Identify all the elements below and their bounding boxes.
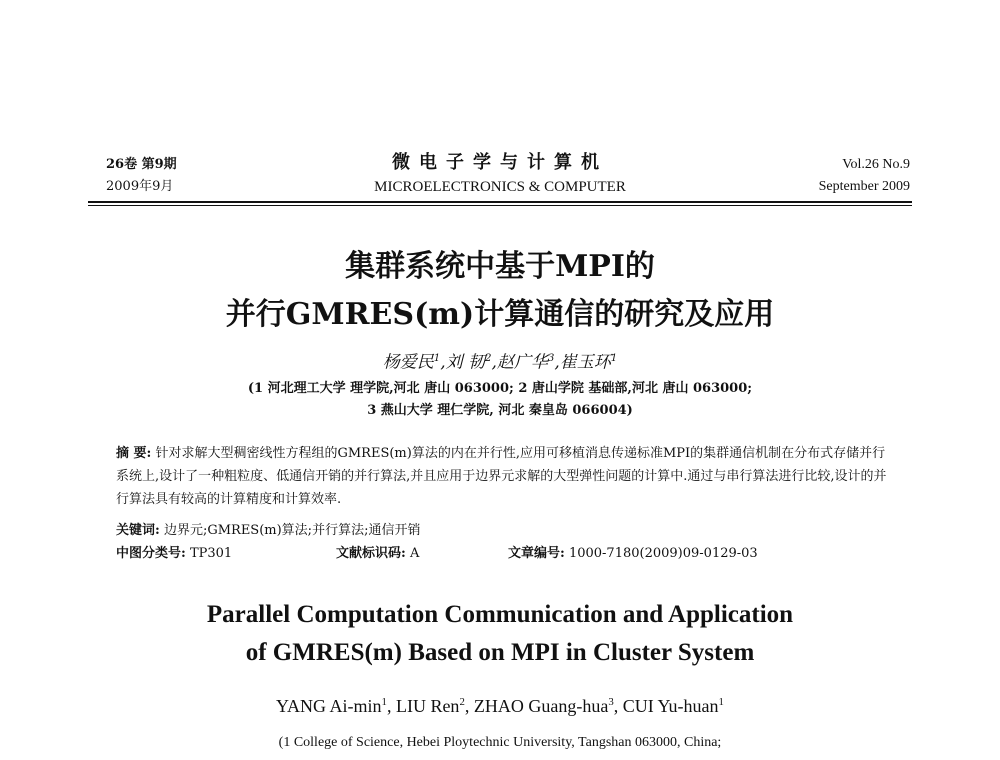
document-code-value: A — [409, 546, 420, 561]
affiliation-en-line1: (1 College of Science, Hebei Ploytechnic University, Tangshan 063000, China; — [278, 735, 722, 750]
author-separator: , — [613, 696, 623, 716]
abstract-text: 针对求解大型稠密线性方程组的GMRES(m)算法的内在并行性,应用可移植消息传递标准MPI的集群通信机制在分布式存储并行系统上,设计了一种粗粒度、低通信开销的并行算法,并且应用于边界元求解的大型弹性问题的计算中.通过与串行算法进行比较,设计的并行算法具有较高的计算精度和计算效率. — [116, 446, 887, 507]
affiliations-cn — [100, 378, 900, 422]
abstract-cn — [116, 442, 896, 511]
author-affil-mark: 2 — [485, 353, 492, 364]
article-number-value: 1000-7180(2009)09-0129-03 — [568, 546, 758, 561]
document-code — [336, 544, 419, 564]
journal-issue-info — [106, 154, 177, 198]
keywords-text: 边界元;GMRES(m)算法;并行算法;通信开销 — [163, 523, 421, 538]
author-affil-mark: 1 — [381, 696, 387, 708]
author-affil-mark: 3 — [547, 353, 555, 364]
affiliation-cn-line1: (1 河北理工大学 理学院,河北 唐山 063000; 2 唐山学院 基础部,河北 唐山 063000; — [247, 381, 753, 396]
document-code-label: 文献标识码: — [336, 546, 406, 561]
author-name: CUI Yu-huan — [622, 696, 719, 716]
paper-title-cn-line1: 集群系统中基于MPI的 — [345, 249, 655, 284]
author-affil-mark: 1 — [610, 353, 618, 364]
journal-volume-en — [819, 154, 910, 198]
paper-title-en-line1: Parallel Computation Communication and Application — [206, 601, 794, 628]
authors-cn — [100, 347, 900, 375]
authors-en — [100, 690, 900, 718]
author-separator: , — [386, 696, 396, 716]
author-affil-mark: 1 — [718, 696, 724, 708]
article-number-label: 文章编号: — [508, 546, 565, 561]
affiliation-cn-line2: 3 燕山大学 理仁学院, 河北 秦皇岛 066004) — [367, 403, 633, 418]
author-separator: , — [464, 696, 474, 716]
clc-value: TP301 — [189, 546, 233, 561]
header-rule-thick — [88, 201, 912, 203]
journal-title-cn: 微电子学与计算机 — [392, 152, 608, 173]
author-name: 杨爱民 — [382, 352, 434, 373]
author-name: 刘 韧 — [445, 352, 486, 373]
journal-title-block — [300, 150, 700, 198]
volume-issue: 26卷 第9期 — [106, 157, 177, 172]
journal-title-en: MICROELECTRONICS & COMPUTER — [374, 179, 626, 195]
keywords-label: 关键词: — [116, 523, 160, 538]
affiliations-en — [100, 732, 900, 754]
author-name: YANG Ai-min — [276, 696, 382, 716]
issue-date: 2009年9月 — [106, 179, 174, 194]
header-rule-thin — [88, 205, 912, 206]
issue-date-en: September 2009 — [818, 179, 910, 194]
paper-title-en-line2: of GMRES(m) Based on MPI in Cluster System — [245, 639, 755, 666]
author-name: LIU Ren — [395, 696, 460, 716]
author-name: ZHAO Guang-hua — [473, 696, 609, 716]
author-separator: , — [491, 352, 497, 373]
author-affil-mark: 1 — [433, 353, 441, 364]
paper-title-cn-line2: 并行GMRES(m)计算通信的研究及应用 — [225, 297, 775, 332]
author-name: 赵广华 — [496, 352, 548, 373]
keywords-cn — [116, 521, 896, 541]
clc-label: 中图分类号: — [116, 546, 186, 561]
author-separator: , — [440, 352, 446, 373]
author-separator: , — [554, 352, 560, 373]
author-name: 崔玉环 — [559, 352, 611, 373]
abstract-label: 摘 要: — [116, 446, 152, 461]
volume-number-en: Vol.26 No.9 — [842, 157, 910, 172]
clc-number — [116, 544, 232, 564]
paper-title-en — [100, 596, 900, 672]
article-number — [508, 544, 758, 564]
author-affil-mark: 3 — [608, 696, 614, 708]
author-affil-mark: 2 — [459, 696, 465, 708]
paper-title-cn — [100, 243, 900, 339]
